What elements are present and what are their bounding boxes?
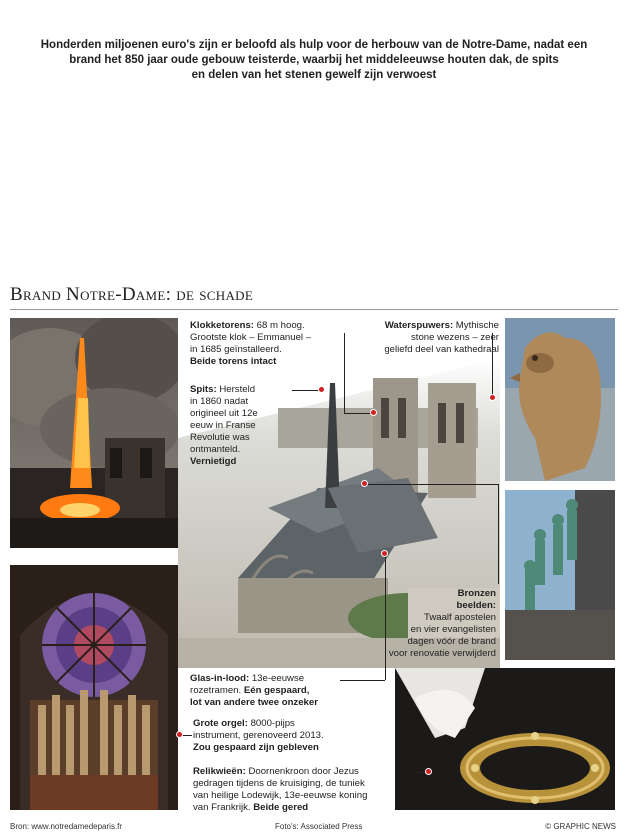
spire-text-1: Hersteld [216,384,256,395]
organ-annotation [193,718,368,754]
bells-label: Klokketorens: [190,320,254,331]
organ-status: Zou gespaard zijn gebleven [193,742,319,753]
bells-text-3: in 1685 geïnstalleerd. [190,344,282,355]
organ-text-2: instrument, gerenoveerd 2013. [193,730,324,741]
glass-text-2: rozetramen. [190,685,244,696]
spire-text-6: ontmanteld. [190,444,241,455]
organ-text-1: 8000-pijps [247,718,295,729]
graphic-heading: Brand Notre-Dame: de schade [10,284,254,305]
bells-marker [370,409,377,416]
bronze-annotation [372,588,496,660]
spire-text-2: in 1860 nadat [190,396,249,407]
bronze-statues-photo [505,490,615,660]
crown-of-thorns-photo [395,668,615,810]
bells-status: Beide torens intact [190,356,277,367]
bronze-label-1: Bronzen [457,588,496,599]
gargoyle-photo [505,318,615,481]
bronze-text-4: voor renovatie verwijderd [388,648,496,659]
bronze-text-3: dagen vóór de brand [407,636,496,647]
gargoyles-text-2: stone wezens – zeer [411,332,499,343]
bronze-leader-line [498,484,499,584]
spire-status: Vernietigd [190,456,237,467]
glass-marker [381,550,388,557]
spire-marker [318,386,325,393]
relics-text-1: Doornenkroon door Jezus [245,766,359,777]
footer-copyright: © GRAPHIC NEWS [545,822,616,831]
relics-label: Relikwieën: [193,766,246,777]
bronze-leader-line-h [365,484,498,485]
relics-text-2: gedragen tijdens de kruisiging, de tuniek [193,778,365,789]
bells-text-2: Grootste klok – Emmanuel – [190,332,312,343]
footer-source: Bron: www.notredamedeparis.fr [10,822,123,831]
heading-rule [10,309,618,310]
bronze-text-1: Twaalf apostelen [424,612,496,623]
relics-text-3: van heilige Lodewijk, 13e-eeuwse koning [193,790,368,801]
relics-status: Beide gered [253,802,309,813]
spire-annotation [190,384,290,468]
spire-label: Spits: [190,384,217,395]
gargoyles-marker [489,394,496,401]
glass-label: Glas-in-lood: [190,673,250,684]
intro-line-3: en delen van het stenen gewelf zijn verwoest [191,69,437,81]
burning-spire-photo [10,318,178,548]
relics-marker [425,768,432,775]
gargoyles-annotation [364,320,499,356]
intro-text [20,38,608,83]
rose-window-organ-photo [10,565,178,810]
glass-annotation [190,673,355,709]
bells-text-1: 68 m hoog. [253,320,305,331]
organ-marker [176,731,183,738]
glass-status-2: lot van andere twee onzeker [190,697,318,708]
bells-annotation [190,320,340,368]
spire-text-4: eeuw in Franse [190,420,256,431]
intro-line-1: Honderden miljoenen euro's zijn er beloofd als hulp voor de herbouw van de Notre-Dame, nadat een [40,39,588,51]
footer-photo-credit: Foto's: Associated Press [275,822,363,831]
relics-annotation [193,766,418,814]
gargoyles-text-1: Mythische [453,320,499,331]
bronze-label-2: beelden: [456,600,496,611]
relics-text-4: van Frankrijk. [193,802,254,813]
glass-text-1: 13e-eeuwse [249,673,305,684]
intro-line-2: brand het 850 jaar oude gebouw teisterde, waarbij het middeleeuwse houten dak, de spits [69,54,559,66]
spire-text-5: Revolutie was [190,432,250,443]
gargoyles-text-3: geliefd deel van kathedraal [384,344,499,355]
bronze-marker [361,480,368,487]
bronze-text-2: en vier evangelisten [410,624,496,635]
gargoyles-label: Waterspuwers: [384,320,454,331]
glass-status-1: Eén gespaard, [243,685,310,696]
organ-label: Grote orgel: [193,718,248,729]
spire-text-3: origineel uit 12e [190,408,258,419]
bells-leader-line [344,333,345,413]
